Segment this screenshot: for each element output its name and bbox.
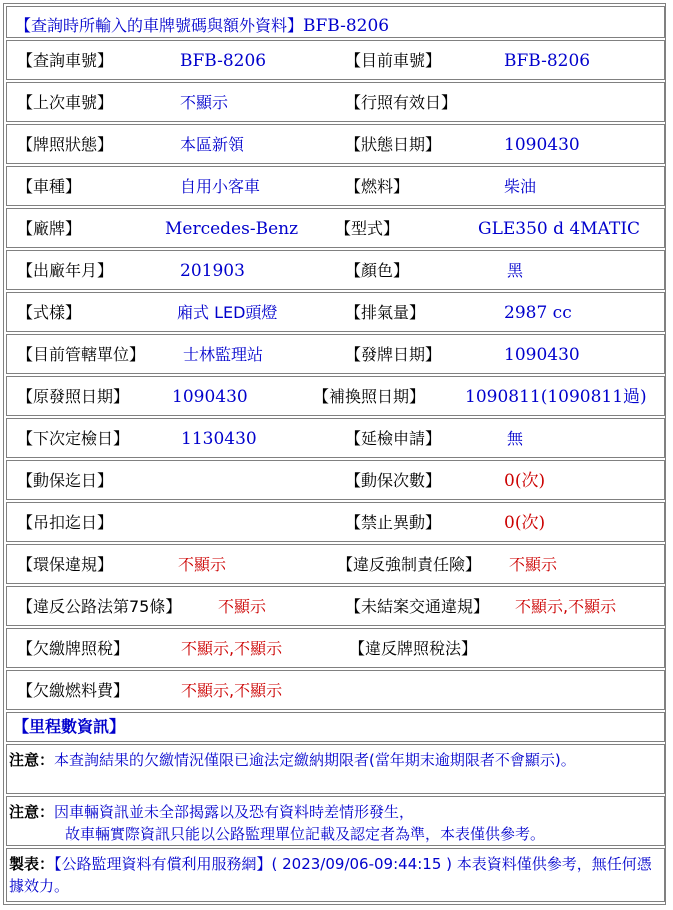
row-manufacture-date <box>6 250 665 290</box>
label-vehicle-type: 【車種】 <box>17 177 82 196</box>
value-original-issue-date: 1090430 <box>172 387 248 407</box>
label-previous-plate: 【上次車號】 <box>17 93 114 112</box>
row-brand <box>6 208 665 248</box>
note-1-text: 本查詢結果的欠繳情況僅限已逾法定繳納期限者(當年期末逾期限者不會顯示)。 <box>54 751 576 769</box>
row-original-issue <box>6 376 665 416</box>
label-open-traffic-violations: 【未結案交通違規】 <box>345 597 490 616</box>
label-chattel-mortgage-end: 【動保迄日】 <box>17 471 114 490</box>
value-plate-status: 本區新領 <box>180 135 245 154</box>
value-jurisdiction: 士林監理站 <box>183 345 264 364</box>
row-previous-plate <box>6 82 665 122</box>
label-transfer-ban: 【禁止異動】 <box>345 513 442 532</box>
label-original-issue-date: 【原發照日期】 <box>17 387 130 406</box>
label-manufacture-date: 【出廠年月】 <box>17 261 114 280</box>
value-fuel: 柴油 <box>504 177 537 196</box>
label-query-plate: 【查詢車號】 <box>17 51 114 70</box>
value-color: 黑 <box>507 261 524 280</box>
value-vehicle-type: 自用小客車 <box>180 177 261 196</box>
note-1 <box>9 749 660 771</box>
row-license-tax <box>6 628 665 668</box>
note-1-prefix: 注意： <box>9 751 55 769</box>
note-2 <box>9 801 660 845</box>
footer-prefix: 製表： <box>9 855 55 873</box>
value-manufacture-date: 201903 <box>180 261 245 281</box>
query-title-plate: BFB-8206 <box>303 16 390 36</box>
query-title <box>15 13 389 36</box>
label-status-date: 【狀態日期】 <box>345 135 442 154</box>
value-reissue-date: 1090811(1090811過) <box>465 387 647 407</box>
row-highway-act <box>6 586 665 626</box>
note-2-line-2: 故車輛實際資訊只能以公路監理單位記載及認定者為準，本表僅供參考。 <box>65 825 546 843</box>
footer-row <box>6 848 665 902</box>
label-jurisdiction: 【目前管轄單位】 <box>17 345 146 364</box>
label-env-violation: 【環保違規】 <box>17 555 114 574</box>
label-displacement: 【排氣量】 <box>345 303 426 322</box>
value-previous-plate: 不顯示 <box>180 93 229 112</box>
query-title-row <box>6 6 665 38</box>
value-env-violation: 不顯示 <box>178 555 227 574</box>
value-open-traffic-violations: 不顯示,不顯示 <box>515 597 617 616</box>
value-highway-act-75: 不顯示 <box>218 597 267 616</box>
row-suspension <box>6 502 665 542</box>
label-plate-status: 【牌照狀態】 <box>17 135 114 154</box>
row-plate-status <box>6 124 665 164</box>
value-unpaid-fuel-fee: 不顯示,不顯示 <box>181 681 283 700</box>
mileage-row <box>6 712 665 742</box>
value-chattel-mortgage-count: 0(次) <box>504 471 546 491</box>
label-license-tax-violation: 【違反牌照稅法】 <box>349 639 478 658</box>
mileage-heading: 【里程數資訊】 <box>13 717 126 736</box>
value-unpaid-license-tax: 不顯示,不顯示 <box>181 639 283 658</box>
value-status-date: 1090430 <box>504 135 580 155</box>
value-issue-date: 1090430 <box>504 345 580 365</box>
row-vehicle-type <box>6 166 665 206</box>
label-chattel-mortgage-count: 【動保次數】 <box>345 471 442 490</box>
row-plate <box>6 40 665 80</box>
value-transfer-ban: 0(次) <box>504 513 546 533</box>
label-insurance-violation: 【違反強制責任險】 <box>337 555 482 574</box>
note-row-1 <box>6 744 665 794</box>
value-current-plate: BFB-8206 <box>504 51 591 71</box>
value-body-style: 廂式 LED頭燈 <box>177 303 278 322</box>
label-suspension-end: 【吊扣迄日】 <box>17 513 114 532</box>
footer-text: 【公路監理資料有償利用服務網】( 2023/09/06-09:44:15 ) 本表資料僅供參考，無任何憑據效力。 <box>9 855 652 895</box>
label-inspection-extension: 【延檢申請】 <box>345 429 442 448</box>
value-displacement: 2987 cc <box>504 303 572 323</box>
row-body-style <box>6 292 665 332</box>
label-unpaid-license-tax: 【欠繳牌照稅】 <box>17 639 130 658</box>
query-title-label: 【查詢時所輸入的車牌號碼與額外資料】 <box>15 16 304 35</box>
value-next-inspection: 1130430 <box>181 429 257 449</box>
note-2-prefix: 注意： <box>9 803 55 821</box>
row-env-violation <box>6 544 665 584</box>
value-query-plate: BFB-8206 <box>180 51 267 71</box>
note-2-line-1: 因車輛資訊並未全部揭露以及恐有資料時差情形發生， <box>54 803 415 821</box>
value-model: GLE350 d 4MATIC <box>478 219 641 239</box>
label-model: 【型式】 <box>335 219 400 238</box>
value-brand: Mercedes-Benz <box>165 219 299 239</box>
label-reissue-date: 【補換照日期】 <box>313 387 426 406</box>
label-current-plate: 【目前車號】 <box>345 51 442 70</box>
row-chattel-mortgage <box>6 460 665 500</box>
label-unpaid-fuel-fee: 【欠繳燃料費】 <box>17 681 130 700</box>
label-color: 【顏色】 <box>345 261 410 280</box>
label-fuel: 【燃料】 <box>345 177 410 196</box>
value-inspection-extension: 無 <box>507 429 524 448</box>
label-body-style: 【式樣】 <box>17 303 82 322</box>
label-next-inspection: 【下次定檢日】 <box>17 429 130 448</box>
label-highway-act-75: 【違反公路法第75條】 <box>17 597 182 616</box>
value-insurance-violation: 不顯示 <box>509 555 558 574</box>
row-jurisdiction <box>6 334 665 374</box>
row-next-inspection <box>6 418 665 458</box>
footer <box>9 853 660 897</box>
label-license-valid-date: 【行照有效日】 <box>345 93 458 112</box>
label-brand: 【廠牌】 <box>17 219 82 238</box>
label-issue-date: 【發牌日期】 <box>345 345 442 364</box>
note-row-2 <box>6 796 665 846</box>
row-fuel-fee <box>6 670 665 710</box>
